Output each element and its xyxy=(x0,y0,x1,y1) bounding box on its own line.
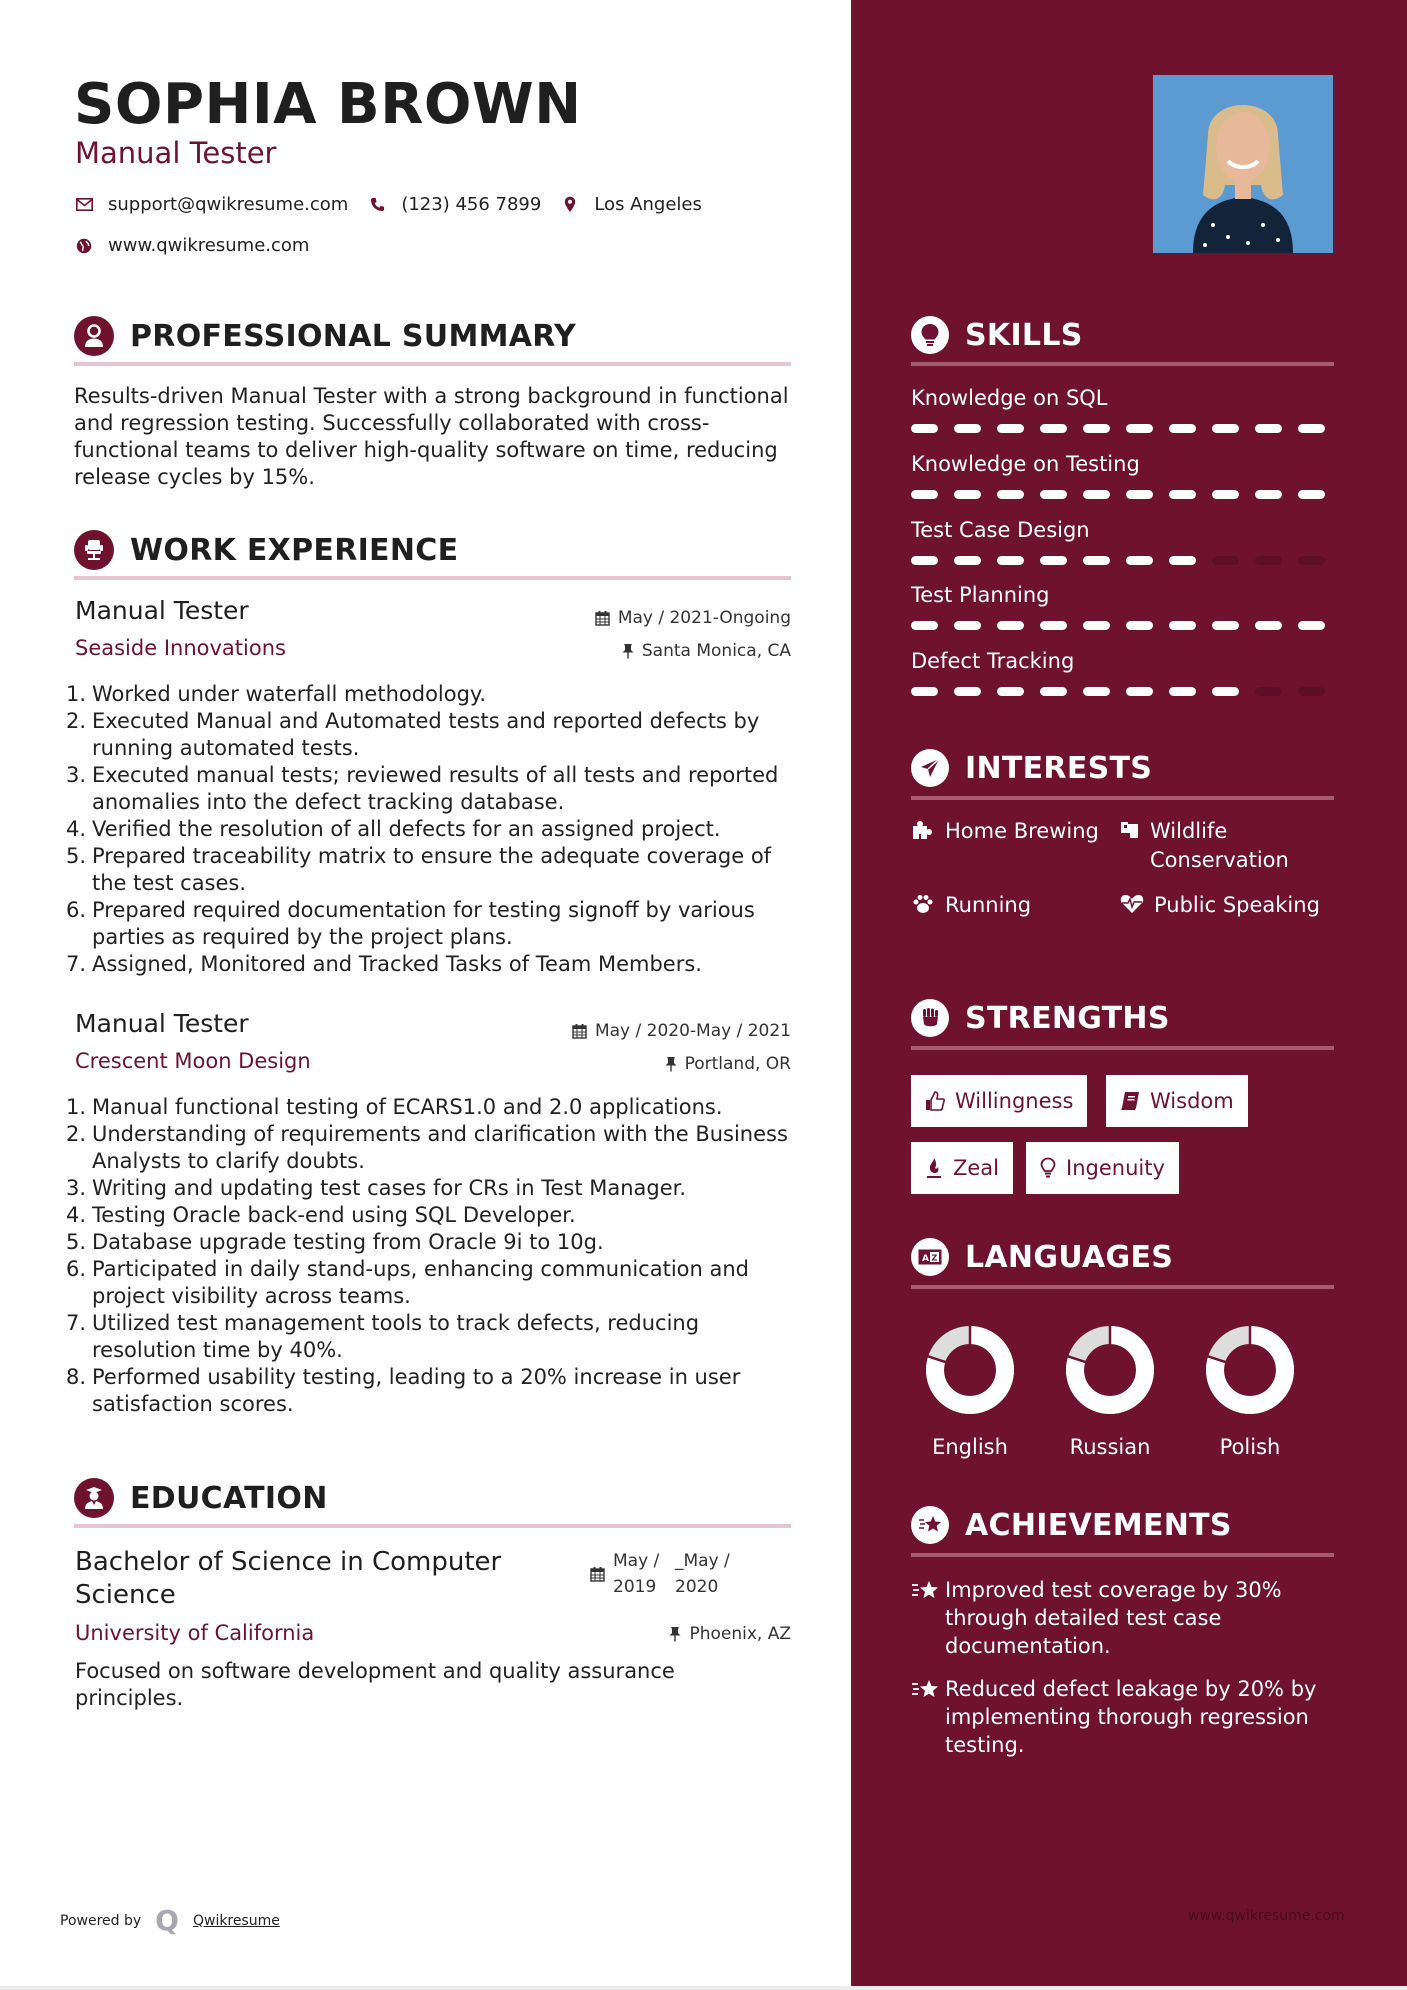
list-item: 7. Utilized test management tools to track defects, reducing resolution time by 40%. xyxy=(66,1311,700,1362)
skill-dash xyxy=(1169,556,1196,565)
strength-tag xyxy=(911,1142,1013,1194)
phone-text: (123) 456 7899 xyxy=(401,194,542,215)
skill-label: Test Case Design xyxy=(911,518,1090,542)
map-icon xyxy=(1120,817,1140,875)
thumbs-up-icon xyxy=(925,1091,945,1111)
strength-label: Zeal xyxy=(953,1156,1000,1180)
calendar-icon xyxy=(590,1548,605,1600)
section-title: WORK EXPERIENCE xyxy=(130,532,459,568)
language-item xyxy=(1205,1325,1295,1459)
section-header-experience xyxy=(74,530,458,570)
skill-dash xyxy=(1169,490,1196,499)
strength-label: Wisdom xyxy=(1150,1089,1234,1113)
user-icon xyxy=(74,316,114,356)
skill-dash xyxy=(997,556,1024,565)
education-description: Focused on software development and quality assurance principles. xyxy=(75,1659,675,1710)
job-title: Manual Tester xyxy=(75,596,249,625)
skill-dash xyxy=(1255,556,1282,565)
candidate-name: SOPHIA BROWN xyxy=(74,72,582,137)
language-label: English xyxy=(932,1435,1008,1459)
skill-dash xyxy=(1212,556,1239,565)
achievement-text: Improved test coverage by 30% through detailed test case documentation. xyxy=(945,1578,1282,1658)
skill-label: Test Planning xyxy=(911,583,1050,607)
section-divider xyxy=(911,1553,1334,1557)
section-divider xyxy=(911,1285,1334,1289)
shooting-star-icon xyxy=(911,1506,949,1544)
skill-dash xyxy=(1255,424,1282,433)
skill-dash xyxy=(1212,424,1239,433)
pushpin-icon xyxy=(622,643,634,659)
section-header-summary xyxy=(74,316,576,356)
skill-dash xyxy=(1255,621,1282,630)
achievement-item xyxy=(911,1576,1331,1660)
language-item xyxy=(925,1325,1015,1459)
skill-dash xyxy=(1298,687,1325,696)
skill-meter xyxy=(911,556,1341,565)
skill-dash xyxy=(997,490,1024,499)
contact-row-website xyxy=(75,235,329,256)
section-divider xyxy=(74,1524,791,1528)
section-divider xyxy=(74,576,791,580)
graduate-icon xyxy=(74,1478,114,1518)
calendar-icon xyxy=(595,610,610,626)
job-bullets xyxy=(66,1094,806,1418)
achievement-text: Reduced defect leakage by 20% by implementing thorough regression testing. xyxy=(945,1677,1317,1757)
shooting-star-icon xyxy=(911,1675,945,1759)
skill-meter xyxy=(911,490,1341,499)
section-title: LANGUAGES xyxy=(965,1239,1174,1275)
job-dates xyxy=(595,608,791,628)
skill-dash xyxy=(1212,490,1239,499)
list-item: 8. Performed usability testing, leading to a 20% increase in user satisfaction scores. xyxy=(66,1365,741,1416)
list-item: 6. Participated in daily stand-ups, enhancing communication and project visibility across teams. xyxy=(66,1257,750,1308)
candidate-role: Manual Tester xyxy=(75,136,277,170)
location-text: Phoenix, AZ xyxy=(689,1624,791,1644)
section-title: ACHIEVEMENTS xyxy=(965,1507,1232,1543)
skill-dash xyxy=(1298,556,1325,565)
skill-dash xyxy=(954,621,981,630)
section-divider xyxy=(911,362,1334,366)
job-location xyxy=(665,1054,791,1074)
list-item: 4. Testing Oracle back-end using SQL Developer. xyxy=(66,1203,576,1227)
section-divider xyxy=(74,362,791,366)
section-header-strengths xyxy=(911,999,1170,1037)
skill-meter xyxy=(911,424,1341,433)
fire-icon xyxy=(925,1157,943,1179)
language-item xyxy=(1065,1325,1155,1459)
svg-text:A: A xyxy=(922,1254,929,1264)
skill-meter xyxy=(911,687,1341,696)
interest-label: Running xyxy=(945,893,1032,917)
strength-label: Ingenuity xyxy=(1066,1156,1165,1180)
summary-text: Results-driven Manual Tester with a strong background in functional and regression testing. Successfully collaborated with cross-functional teams to deliver high-quality software on time, reducing release cycles by 15%. xyxy=(74,384,789,489)
section-title: INTERESTS xyxy=(965,750,1153,786)
svg-text:Z: Z xyxy=(931,1253,938,1263)
strength-tag xyxy=(1026,1142,1179,1194)
skill-dash xyxy=(911,490,938,499)
job-title: Manual Tester xyxy=(75,1009,249,1038)
contact-phone[interactable] xyxy=(368,194,541,215)
interest-item xyxy=(911,891,1031,920)
skill-dash xyxy=(1040,556,1067,565)
skill-dash xyxy=(997,687,1024,696)
section-header-languages xyxy=(911,1238,1173,1276)
location-text: Los Angeles xyxy=(594,194,702,215)
section-title: PROFESSIONAL SUMMARY xyxy=(130,318,577,354)
paw-icon xyxy=(911,891,935,920)
skill-dash xyxy=(997,424,1024,433)
contact-location xyxy=(561,194,702,215)
interest-label: Public Speaking xyxy=(1154,893,1320,917)
company-name: Crescent Moon Design xyxy=(75,1049,311,1073)
skill-dash xyxy=(1212,621,1239,630)
powered-by-label: Powered by xyxy=(60,1912,142,1929)
pushpin-icon xyxy=(665,1056,677,1072)
heartbeat-icon xyxy=(1120,891,1144,920)
powered-by xyxy=(60,1904,280,1937)
map-pin-icon xyxy=(561,196,579,214)
skill-dash xyxy=(1040,424,1067,433)
footer-website: www.qwikresume.com xyxy=(1188,1908,1345,1924)
contact-row xyxy=(75,194,722,215)
section-title: SKILLS xyxy=(965,317,1083,353)
page-bottom-edge xyxy=(0,1986,1407,1990)
globe-icon xyxy=(75,237,93,255)
skill-dash xyxy=(911,424,938,433)
skill-dash xyxy=(954,687,981,696)
start-date: May / 2019 xyxy=(613,1551,660,1597)
section-title: STRENGTHS xyxy=(965,1000,1170,1036)
fist-icon xyxy=(911,999,949,1037)
skill-dash xyxy=(1298,424,1325,433)
skill-dash xyxy=(1083,621,1110,630)
list-item: 5. Prepared traceability matrix to ensure the adequate coverage of the test cases. xyxy=(66,844,772,895)
list-item: 2. Executed Manual and Automated tests and reported defects by running automated tests. xyxy=(66,709,760,760)
skill-dash xyxy=(954,556,981,565)
qwikresume-link[interactable]: Qwikresume xyxy=(192,1912,280,1929)
envelope-icon xyxy=(75,196,93,214)
interest-item xyxy=(1120,817,1320,875)
interest-label: Wildlife Conservation xyxy=(1150,819,1289,872)
lightbulb-icon xyxy=(911,316,949,354)
university-name: University of California xyxy=(75,1621,315,1645)
skill-dash xyxy=(1126,687,1153,696)
pushpin-icon xyxy=(669,1626,681,1642)
list-item: 1. Worked under waterfall methodology. xyxy=(66,682,487,706)
section-header-skills xyxy=(911,316,1083,354)
skill-meter xyxy=(911,621,1341,630)
list-item: 3. Executed manual tests; reviewed results of all tests and reported anomalies into the defect tracking database. xyxy=(66,763,779,814)
section-divider xyxy=(911,796,1334,800)
skill-dash xyxy=(997,621,1024,630)
skill-label: Knowledge on Testing xyxy=(911,452,1140,476)
list-item: 5. Database upgrade testing from Oracle 9i to 10g. xyxy=(66,1230,604,1254)
qwikresume-logo-icon: Q xyxy=(155,1904,179,1937)
skill-dash xyxy=(954,424,981,433)
section-header-interests xyxy=(911,749,1152,787)
language-donut-chart xyxy=(925,1325,1015,1415)
skill-dash xyxy=(1040,490,1067,499)
skill-dash xyxy=(1083,424,1110,433)
skill-dash xyxy=(1212,687,1239,696)
list-item: 1. Manual functional testing of ECARS1.0 and 2.0 applications. xyxy=(66,1095,723,1119)
skill-dash xyxy=(1126,490,1153,499)
contact-website[interactable] xyxy=(75,235,309,256)
contact-email[interactable] xyxy=(75,194,348,215)
skill-dash xyxy=(1169,424,1196,433)
interest-item xyxy=(911,817,1099,846)
company-name: Seaside Innovations xyxy=(75,636,286,660)
job-location xyxy=(622,641,791,661)
language-label: Polish xyxy=(1219,1435,1281,1459)
section-header-education xyxy=(74,1478,328,1518)
skill-dash xyxy=(1083,687,1110,696)
section-divider xyxy=(911,1046,1334,1050)
calendar-icon xyxy=(572,1023,587,1039)
interest-item xyxy=(1120,891,1320,920)
skill-dash xyxy=(1255,490,1282,499)
skill-dash xyxy=(1126,424,1153,433)
skill-dash xyxy=(911,556,938,565)
skill-dash xyxy=(1255,687,1282,696)
office-chair-icon xyxy=(74,530,114,570)
section-header-achievements xyxy=(911,1506,1232,1544)
job-bullets xyxy=(66,681,806,978)
shooting-star-icon xyxy=(911,1576,945,1660)
language-donut-chart xyxy=(1205,1325,1295,1415)
section-title: EDUCATION xyxy=(130,1480,328,1516)
list-item: 4. Verified the resolution of all defects for an assigned project. xyxy=(66,817,721,841)
education-dates xyxy=(590,1548,737,1600)
list-item: 2. Understanding of requirements and clarification with the Business Analysts to clarify doubts. xyxy=(66,1122,788,1173)
language-donut-chart xyxy=(1065,1325,1155,1415)
lightbulb-icon xyxy=(1040,1157,1056,1179)
skill-dash xyxy=(1298,490,1325,499)
skill-dash xyxy=(1126,556,1153,565)
skill-label: Defect Tracking xyxy=(911,649,1075,673)
location-text: Santa Monica, CA xyxy=(641,641,791,661)
language-label: Russian xyxy=(1069,1435,1151,1459)
website-text: www.qwikresume.com xyxy=(108,235,310,256)
skill-dash xyxy=(911,687,938,696)
translate-icon xyxy=(911,1238,949,1276)
skill-dash xyxy=(1169,687,1196,696)
end-date: _May / 2020 xyxy=(675,1551,730,1597)
skill-dash xyxy=(1298,621,1325,630)
education-location xyxy=(669,1624,791,1644)
achievement-item xyxy=(911,1675,1331,1759)
strength-tag xyxy=(911,1075,1087,1127)
job-dates xyxy=(572,1021,791,1041)
skill-dash xyxy=(1126,621,1153,630)
location-text: Portland, OR xyxy=(684,1054,791,1074)
list-item: 6. Prepared required documentation for testing signoff by various parties as required by the project plans. xyxy=(66,898,755,949)
list-item: 7. Assigned, Monitored and Tracked Tasks of Team Members. xyxy=(66,952,702,976)
profile-photo xyxy=(1153,75,1333,253)
skill-dash xyxy=(1040,687,1067,696)
book-icon xyxy=(1120,1091,1140,1111)
skill-dash xyxy=(1083,556,1110,565)
dates-text: May / 2021-Ongoing xyxy=(617,608,791,628)
dates-text: May / 2020-May / 2021 xyxy=(594,1021,791,1041)
puzzle-icon xyxy=(911,817,935,846)
strength-tag xyxy=(1106,1075,1248,1127)
phone-icon xyxy=(368,196,386,214)
email-text: support@qwikresume.com xyxy=(108,194,349,215)
degree-title: Bachelor of Science in Computer Science xyxy=(75,1547,502,1610)
list-item: 3. Writing and updating test cases for CRs in Test Manager. xyxy=(66,1176,687,1200)
skill-dash xyxy=(1040,621,1067,630)
skill-dash xyxy=(1083,490,1110,499)
skill-dash xyxy=(911,621,938,630)
skill-label: Knowledge on SQL xyxy=(911,386,1108,410)
interest-label: Home Brewing xyxy=(945,819,1099,843)
paper-plane-icon xyxy=(911,749,949,787)
skill-dash xyxy=(954,490,981,499)
skill-dash xyxy=(1169,621,1196,630)
strength-label: Willingness xyxy=(955,1089,1074,1113)
